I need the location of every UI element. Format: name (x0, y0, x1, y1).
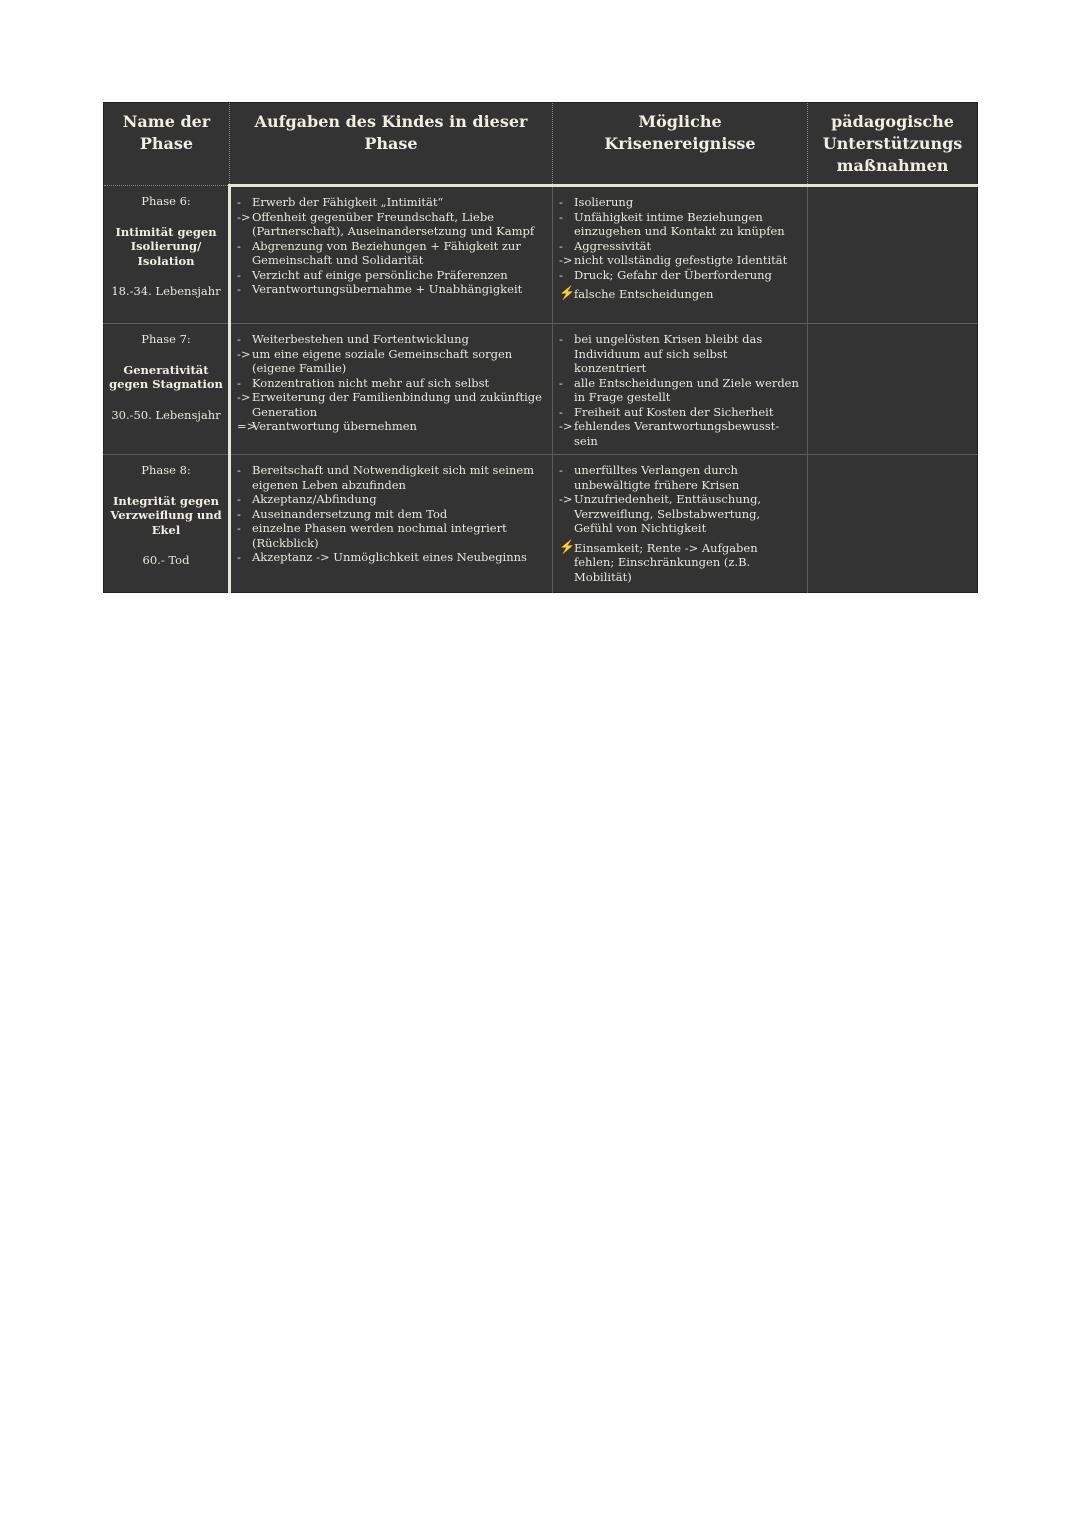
bullet-marker: -> (237, 390, 251, 404)
list-item-text: Akzeptanz/Abfindung (252, 492, 377, 506)
list-item (237, 195, 546, 210)
list-item (237, 210, 546, 239)
crises-list (559, 463, 801, 584)
list-item (559, 541, 801, 585)
list-item-text: einzelne Phasen werden nochmal integriert (Rückblick) (252, 521, 507, 550)
header-phase-name (104, 103, 230, 186)
bullet-marker: -> (559, 492, 573, 506)
list-item (559, 195, 801, 210)
list-item (559, 405, 801, 420)
phase-label: Phase 7: (141, 332, 191, 346)
list-item-text: Konzentration nicht mehr auf sich selbst (252, 375, 490, 390)
list-item-text: Freiheit auf Kosten der Sicherheit (574, 404, 774, 419)
table-row (104, 455, 978, 593)
list-item (559, 332, 801, 376)
list-item (237, 521, 546, 550)
phase-title: Intimität gegen Isolierung/ Isolation (115, 224, 217, 268)
measures-cell (808, 455, 978, 593)
bullet-marker: - (237, 375, 241, 390)
list-item (237, 550, 546, 565)
list-item-text: Einsamkeit; Rente -> Aufgaben fehlen; Einschränkungen (z.B. Mobilität) (574, 540, 758, 584)
list-item-text: Aggressivität (574, 238, 652, 253)
list-item (559, 419, 801, 448)
bullet-marker: - (237, 267, 241, 282)
lightning-icon: ⚡ (559, 539, 576, 555)
phase-age: 60.- Tod (142, 553, 190, 567)
bullet-marker: - (559, 195, 563, 209)
bullet-marker: - (237, 332, 241, 346)
list-item-text: falsche Entscheidungen (574, 287, 714, 301)
list-item (559, 268, 801, 283)
bullet-marker: - (559, 267, 563, 282)
bullet-marker: - (559, 404, 563, 419)
list-item-text: Bereitschaft und Notwendigkeit sich mit seinem eigenen Leben abzufinden (252, 463, 535, 492)
header-tasks-text: Aufgaben des Kindes in dieser Phase (254, 112, 528, 153)
bullet-marker: -> (559, 419, 573, 433)
list-item (237, 463, 546, 492)
header-measures (808, 103, 978, 186)
bullet-marker: - (237, 492, 241, 506)
phase-age: 30.-50. Lebensjahr (111, 407, 221, 422)
list-item (559, 376, 801, 405)
list-item-text: alle Entscheidungen und Ziele werden in Frage gestellt (574, 375, 799, 404)
list-item (559, 253, 801, 268)
phase-cell (104, 324, 230, 455)
table-row (104, 186, 978, 324)
list-item (237, 239, 546, 268)
list-item-text: Isolierung (574, 195, 634, 209)
list-item (559, 287, 801, 302)
list-item (237, 419, 546, 434)
list-item-text: Unfähigkeit intime Beziehungen einzugehen und Kontakt zu knüpfen (574, 209, 785, 238)
list-item-text: nicht vollständig gefestigte Identität (574, 253, 788, 267)
list-item-text: Erwerb der Fähigkeit „Intimität“ (252, 195, 444, 209)
list-item (559, 492, 801, 536)
list-item (237, 507, 546, 522)
list-item (237, 376, 546, 391)
list-item-text: Druck; Gefahr der Überforderung (574, 267, 772, 282)
header-measures-text: pädagogische Unterstützungs maßnahmen (822, 112, 963, 175)
bullet-marker: -> (237, 209, 251, 224)
bullet-marker: - (237, 550, 241, 564)
list-item-text: Offenheit gegenüber Freundschaft, Liebe (Partnerschaft), Auseinandersetzung und Kampf (252, 209, 535, 238)
phase-label: Phase 6: (141, 194, 191, 208)
tasks-cell (230, 186, 553, 324)
list-item (559, 239, 801, 254)
list-item (237, 492, 546, 507)
bullet-marker: - (237, 506, 241, 521)
measures-cell (808, 324, 978, 455)
list-item-text: unerfülltes Verlangen durch unbewältigte frühere Krisen (574, 463, 740, 492)
tasks-list (237, 195, 546, 297)
phase-title: Integrität gegen Verzweiflung und Ekel (110, 493, 222, 537)
tasks-cell (230, 324, 553, 455)
bullet-marker: - (559, 209, 563, 224)
bullet-marker: - (237, 282, 241, 296)
lightning-icon: ⚡ (559, 286, 576, 301)
list-item (237, 390, 546, 419)
header-phase-name-text: Name der Phase (122, 112, 211, 153)
phase-age: 18.-34. Lebensjahr (111, 284, 221, 298)
list-item (237, 347, 546, 376)
tasks-list (237, 332, 546, 434)
list-item (237, 268, 546, 283)
bullet-marker: - (559, 463, 563, 477)
bullet-marker: -> (559, 253, 573, 267)
bullet-marker: - (559, 375, 563, 390)
crises-cell (553, 186, 808, 324)
list-item-text: Verantwortung übernehmen (252, 419, 417, 433)
list-item (237, 282, 546, 297)
crises-cell (553, 455, 808, 593)
phase-title: Generativität gegen Stagnation (109, 362, 223, 391)
list-item-text: Abgrenzung von Beziehungen + Fähigkeit zur Gemeinschaft und Solidarität (252, 238, 521, 267)
list-item-text: fehlendes Verantwortungsbewusst-sein (574, 419, 780, 448)
list-item-text: Auseinandersetzung mit dem Tod (252, 506, 448, 521)
list-item-text: um eine eigene soziale Gemeinschaft sorgen (eigene Familie) (252, 346, 513, 375)
bullet-marker: - (237, 463, 241, 477)
header-crises-text: Mögliche Krisenereignisse (604, 112, 756, 153)
measures-cell (808, 186, 978, 324)
bullet-marker: - (559, 238, 563, 253)
bullet-marker: - (559, 332, 563, 346)
list-item (559, 210, 801, 239)
bullet-marker: - (237, 238, 241, 253)
crises-cell (553, 324, 808, 455)
list-item-text: Akzeptanz -> Unmöglichkeit eines Neubeginns (252, 550, 527, 564)
list-item (237, 332, 546, 347)
tasks-cell (230, 455, 553, 593)
phase-cell (104, 455, 230, 593)
phase-label: Phase 8: (141, 463, 191, 477)
crises-list (559, 195, 801, 302)
bullet-marker: -> (237, 346, 251, 361)
lifecycle-phase-table (103, 102, 978, 593)
list-item-text: Verantwortungsübernahme + Unabhängigkeit (252, 282, 523, 296)
phase-cell (104, 186, 230, 324)
list-item-text: Erweiterung der Familienbindung und zukünftige Generation (252, 390, 542, 419)
bullet-marker: - (237, 521, 241, 535)
crises-list (559, 332, 801, 448)
bullet-marker: => (237, 419, 257, 433)
list-item-text: Unzufriedenheit, Enttäuschung, Verzweiflung, Selbstabwertung, Gefühl von Nichtigkeit (574, 492, 762, 535)
header-tasks (230, 103, 553, 186)
list-item (559, 463, 801, 492)
table-body (104, 186, 978, 593)
list-item-text: bei ungelösten Krisen bleibt das Individuum auf sich selbst konzentriert (574, 332, 763, 375)
bullet-marker: - (237, 195, 241, 209)
list-item-text: Weiterbestehen und Fortentwicklung (252, 332, 469, 346)
tasks-list (237, 463, 546, 565)
table-row (104, 324, 978, 455)
table-header-row (104, 103, 978, 186)
header-crises (553, 103, 808, 186)
list-item-text: Verzicht auf einige persönliche Präferenzen (252, 267, 508, 282)
